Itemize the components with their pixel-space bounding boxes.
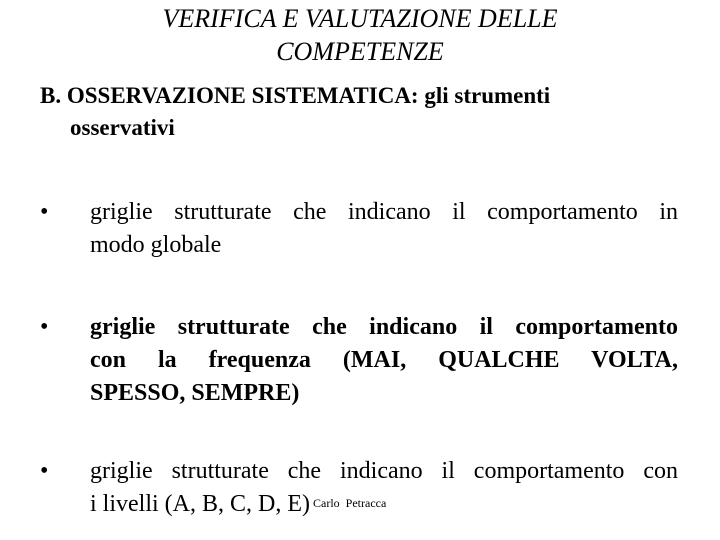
bullet-dot-icon: • bbox=[40, 458, 49, 484]
bullet-dot-icon: • bbox=[40, 199, 49, 225]
bullet-line: i livelli (A, B, C, D, E) bbox=[90, 491, 310, 517]
bullet-line: modo globale bbox=[90, 232, 222, 258]
section-heading bbox=[40, 80, 680, 144]
bullet-dot-icon: • bbox=[40, 314, 49, 340]
author-footer: Carlo Petracca bbox=[313, 496, 387, 510]
bullet-line: SPESSO, SEMPRE) bbox=[90, 380, 300, 406]
bullet-text bbox=[90, 455, 678, 521]
slide-title-line-2: COMPETENZE bbox=[276, 37, 444, 66]
section-heading-line-1: B. OSSERVAZIONE SISTEMATICA: gli strumenti bbox=[40, 83, 551, 108]
bullet-text bbox=[90, 311, 678, 410]
bullet-text bbox=[90, 196, 678, 262]
slide-title bbox=[0, 2, 720, 68]
bullet-line: griglie strutturate che indicano il comportamento con bbox=[90, 458, 678, 484]
bullet-line: con la frequenza (MAI, QUALCHE VOLTA, bbox=[90, 347, 678, 373]
bullet-line: griglie strutturate che indicano il comportamento bbox=[90, 314, 678, 340]
section-heading-line-2: osservativi bbox=[70, 115, 175, 140]
bullet-line: griglie strutturate che indicano il comportamento in bbox=[90, 199, 678, 225]
slide-title-line-1: VERIFICA E VALUTAZIONE DELLE bbox=[162, 4, 558, 33]
